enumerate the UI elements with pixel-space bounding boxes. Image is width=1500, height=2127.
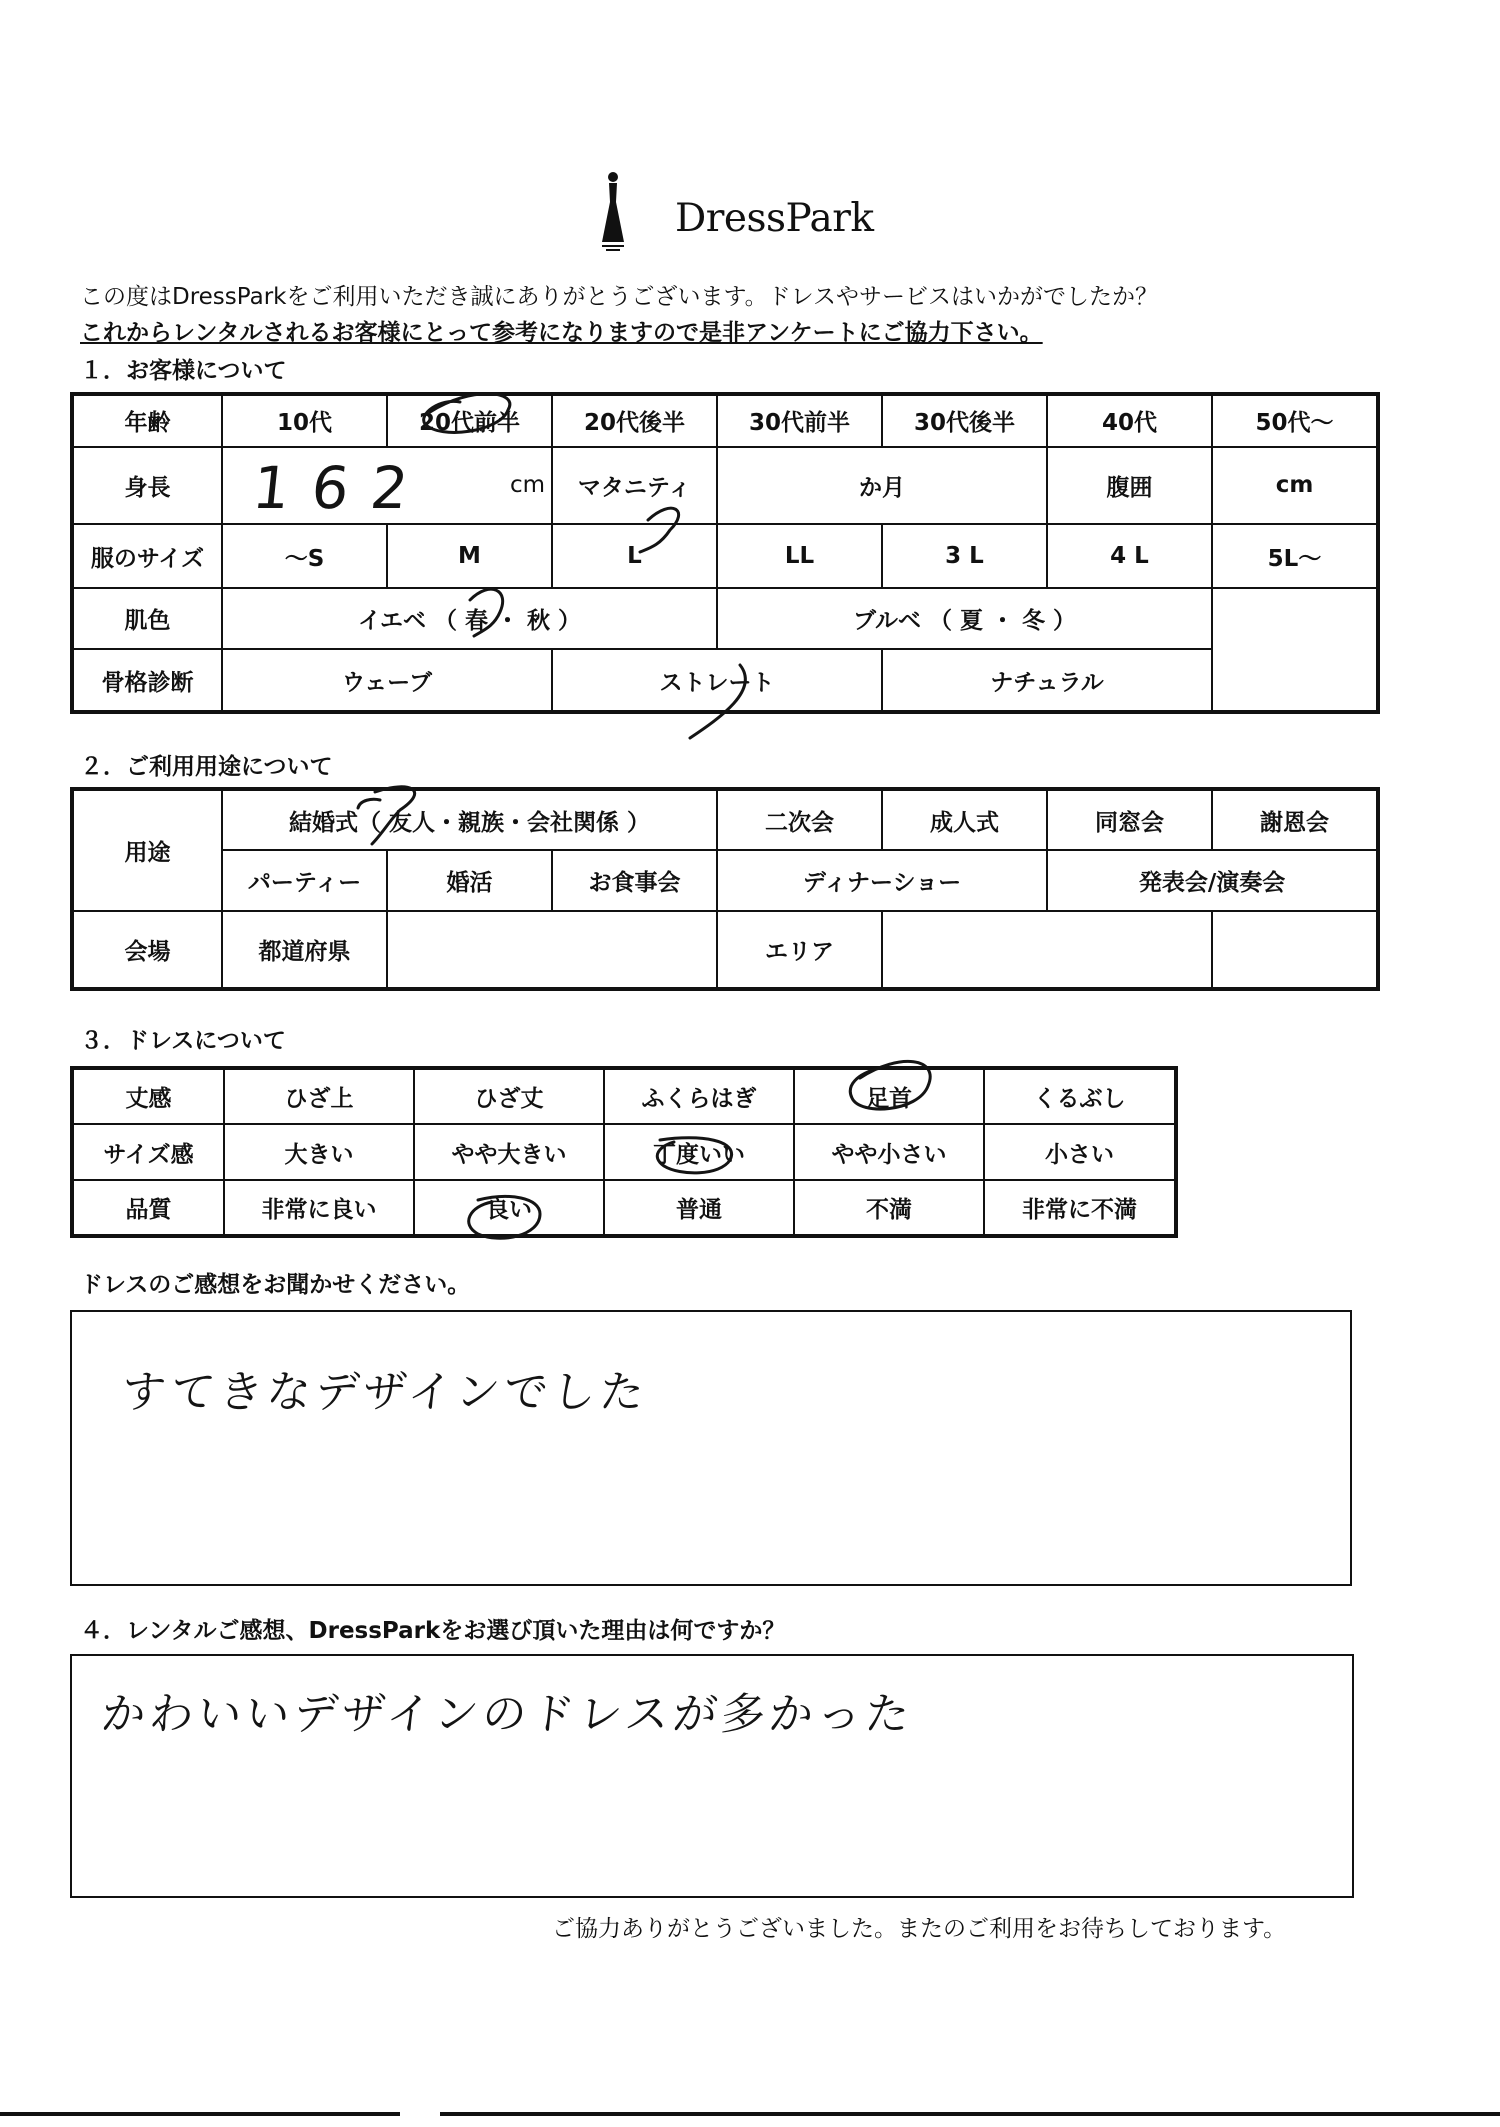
size-option[interactable]: 4 L — [1047, 524, 1212, 589]
bone-label: 骨格診断 — [72, 649, 222, 712]
usage-label: 用途 — [72, 789, 222, 911]
bone-option[interactable]: ストレート — [552, 649, 882, 712]
age-option[interactable]: 30代後半 — [882, 394, 1047, 447]
size-option[interactable]: 5L～ — [1212, 524, 1378, 589]
height-label: 身長 — [72, 447, 222, 524]
bone-option[interactable]: ナチュラル — [882, 649, 1212, 712]
length-label: 丈感 — [72, 1068, 224, 1124]
height-unit: cm — [509, 472, 545, 499]
usage-option[interactable]: お食事会 — [552, 850, 717, 911]
quality-option[interactable]: 非常に不満 — [984, 1180, 1176, 1236]
venue-label: 会場 — [72, 911, 222, 989]
prefecture-label: 都道府県 — [222, 911, 387, 989]
usage-option[interactable]: 成人式 — [882, 789, 1047, 850]
fit-option[interactable]: やや大きい — [414, 1124, 604, 1180]
empty-cell — [1212, 588, 1378, 649]
size-option[interactable]: 3 L — [882, 524, 1047, 589]
age-option[interactable]: 30代前半 — [717, 394, 882, 447]
waist-unit: cm — [1275, 472, 1314, 499]
thanks-message: ご協力ありがとうございました。またのご利用をお待ちしております。 — [552, 1916, 1287, 1942]
length-option[interactable]: 足首 — [794, 1068, 984, 1124]
height-value: 162 — [249, 453, 434, 522]
fit-option[interactable]: やや小さい — [794, 1124, 984, 1180]
prefecture-field[interactable] — [387, 911, 717, 989]
fit-label: サイズ感 — [72, 1124, 224, 1180]
intro-request: これからレンタルされるお客様にとって参考になりますので是非アンケートにご協力下さい。 — [80, 320, 1043, 346]
reason-answer-box[interactable] — [70, 1654, 1354, 1898]
dress-comment-text: すてきなデザインでした — [118, 1367, 651, 1418]
usage-option[interactable]: 婚活 — [387, 850, 552, 911]
usage-option[interactable]: 同窓会 — [1047, 789, 1212, 850]
fit-option[interactable]: 大きい — [224, 1124, 414, 1180]
length-option[interactable]: ふくらはぎ — [604, 1068, 794, 1124]
area-field[interactable] — [882, 911, 1212, 989]
length-option[interactable]: ひざ丈 — [414, 1068, 604, 1124]
empty-cell — [1212, 911, 1378, 989]
quality-option[interactable]: 良い — [414, 1180, 604, 1236]
usage-option[interactable]: ディナーショー — [717, 850, 1047, 911]
reason-answer-text: かわいいデザインのドレスが多かった — [98, 1689, 916, 1740]
waist-field[interactable] — [1212, 447, 1378, 524]
empty-cell — [1212, 649, 1378, 712]
length-option[interactable]: くるぶし — [984, 1068, 1176, 1124]
age-option[interactable]: 10代 — [222, 394, 387, 447]
skin-blue-option[interactable]: ブルベ （ 夏 ・ 冬 ） — [717, 588, 1212, 649]
age-option[interactable]: 40代 — [1047, 394, 1212, 447]
quality-option[interactable]: 非常に良い — [224, 1180, 414, 1236]
age-option[interactable]: 50代～ — [1212, 394, 1378, 447]
section3-title: ３．ドレスについて — [80, 1028, 286, 1054]
size-option[interactable]: ～S — [222, 524, 387, 589]
size-label: 服のサイズ — [72, 524, 222, 589]
age-label: 年齢 — [72, 394, 222, 447]
usage-option[interactable]: 二次会 — [717, 789, 882, 850]
maternity-months-field[interactable] — [717, 447, 1047, 524]
section4-title: ４．レンタルご感想、DressParkをお選び頂いた理由は何ですか？ — [80, 1618, 786, 1644]
quality-option[interactable]: 普通 — [604, 1180, 794, 1236]
age-option[interactable]: 20代前半 — [387, 394, 552, 447]
size-option[interactable]: LL — [717, 524, 882, 589]
area-label: エリア — [717, 911, 882, 989]
maternity-unit: か月 — [859, 474, 905, 501]
size-option[interactable]: M — [387, 524, 552, 589]
dress-comment-box[interactable] — [70, 1310, 1352, 1586]
maternity-label: マタニティ — [552, 447, 717, 524]
usage-wedding[interactable]: 結婚式（ 友人・親族・会社関係 ） — [222, 789, 717, 850]
customer-table — [70, 392, 1380, 714]
height-field[interactable] — [222, 447, 552, 524]
age-option[interactable]: 20代後半 — [552, 394, 717, 447]
length-option[interactable]: ひざ上 — [224, 1068, 414, 1124]
bone-option[interactable]: ウェーブ — [222, 649, 552, 712]
usage-option[interactable]: 発表会/演奏会 — [1047, 850, 1378, 911]
section2-title: ２．ご利用用途について — [80, 754, 333, 780]
usage-option[interactable]: パーティー — [222, 850, 387, 911]
waist-label: 腹囲 — [1047, 447, 1212, 524]
usage-table — [70, 787, 1380, 991]
usage-option[interactable]: 謝恩会 — [1212, 789, 1378, 850]
quality-label: 品質 — [72, 1180, 224, 1236]
size-option[interactable]: L — [552, 524, 717, 589]
intro-text: この度はDressParkをご利用いただき誠にありがとうございます。ドレスやサービスはいかがでしたか？ — [80, 284, 1158, 310]
dress-logo-icon — [598, 170, 628, 254]
section1-title: １．お客様について — [80, 358, 287, 384]
skin-label: 肌色 — [72, 588, 222, 649]
brand-logo: DressPark — [675, 196, 874, 241]
skin-yellow-option[interactable]: イエベ （ 春 ・ 秋 ） — [222, 588, 717, 649]
dress-table — [70, 1066, 1178, 1238]
bottom-edge-line — [0, 2102, 1500, 2108]
fit-option[interactable]: 小さい — [984, 1124, 1176, 1180]
comment-prompt: ドレスのご感想をお聞かせください。 — [80, 1272, 471, 1298]
quality-option[interactable]: 不満 — [794, 1180, 984, 1236]
fit-option[interactable]: 丁度いい — [604, 1124, 794, 1180]
